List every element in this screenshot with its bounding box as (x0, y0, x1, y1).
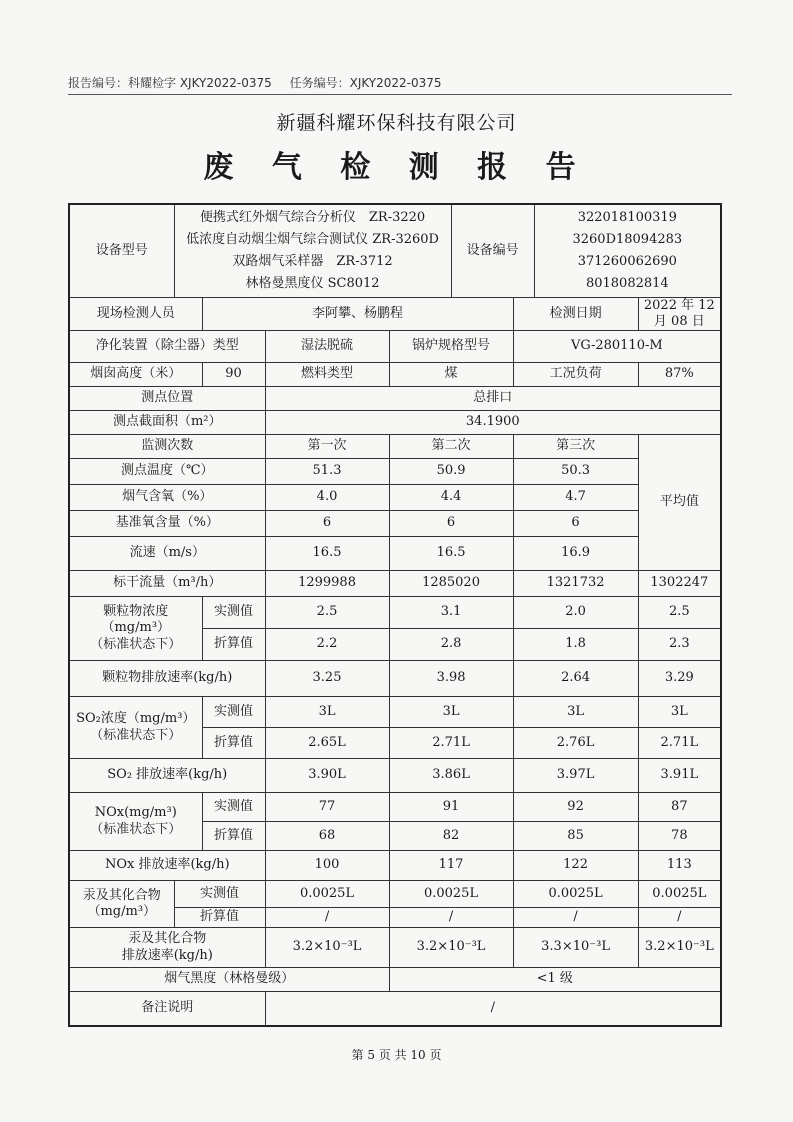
pm-measured-average: 2.5 (638, 597, 721, 629)
hg-rate-average: 3.2×10⁻³L (638, 928, 721, 968)
blackness-value: <1 级 (389, 968, 721, 992)
so2-rate-run-1: 3.90L (265, 759, 389, 793)
exhaust-gas-table (68, 203, 722, 1027)
header-rule (68, 94, 732, 95)
chimney-height-value: 90 (202, 363, 265, 387)
monitor-count-label: 监测次数 (69, 435, 265, 459)
nox-converted-run-3: 85 (513, 822, 638, 851)
run-3-header: 第三次 (513, 435, 638, 459)
hg-measured-run-1: 0.0025L (265, 881, 389, 908)
velocity-run-2: 16.5 (389, 537, 513, 571)
nox-measured-run-1: 77 (265, 793, 389, 822)
so2-rate-run-2: 3.86L (389, 759, 513, 793)
remarks-label: 备注说明 (69, 992, 265, 1026)
pm-measured-run-3: 2.0 (513, 597, 638, 629)
pm-rate-run-2: 3.98 (389, 661, 513, 697)
hg-measured-average: 0.0025L (638, 881, 721, 908)
hg-converted-label: 折算值 (174, 908, 265, 928)
so2-rate-average: 3.91L (638, 759, 721, 793)
device-model-1: 便携式红外烟气综合分析仪 ZR-3220 (199, 209, 426, 225)
oxygen-label: 烟气含氧（%） (69, 485, 265, 511)
velocity-label: 流速（m/s） (69, 537, 265, 571)
pm-rate-label: 颗粒物排放速率(kg/h) (69, 661, 265, 697)
pm-converted-run-3: 1.8 (513, 629, 638, 661)
flow-run-2: 1285020 (389, 571, 513, 597)
nox-converted-label: 折算值 (202, 822, 265, 851)
device-model-label: 设备型号 (69, 204, 174, 297)
hg-converted-average: / (638, 908, 721, 928)
fuel-type-label: 燃料类型 (265, 363, 389, 387)
device-model-list (174, 204, 451, 297)
load-label: 工况负荷 (513, 363, 638, 387)
report-header (68, 74, 456, 91)
hg-measured-run-2: 0.0025L (389, 881, 513, 908)
device-number-label: 设备编号 (451, 204, 534, 297)
pm-converted-run-2: 2.8 (389, 629, 513, 661)
device-model-3: 双路烟气采样器 ZR-3712 (232, 253, 393, 269)
nox-rate-run-1: 100 (265, 851, 389, 881)
oxygen-run-1: 4.0 (265, 485, 389, 511)
nox-converted-run-1: 68 (265, 822, 389, 851)
nox-measured-label: 实测值 (202, 793, 265, 822)
pm-converted-average: 2.3 (638, 629, 721, 661)
nox-rate-run-3: 122 (513, 851, 638, 881)
nox-rate-run-2: 117 (389, 851, 513, 881)
nox-measured-run-2: 91 (389, 793, 513, 822)
pm-rate-run-1: 3.25 (265, 661, 389, 697)
flow-run-3: 1321732 (513, 571, 638, 597)
oxygen-run-3: 4.7 (513, 485, 638, 511)
hg-label-line-1: 汞及其化合物 (82, 887, 161, 903)
date-label: 检测日期 (513, 297, 638, 331)
boiler-value: VG-280110-M (513, 331, 721, 363)
so2-rate-label: SO₂ 排放速率(kg/h) (69, 759, 265, 793)
hg-rate-label (69, 928, 265, 968)
hg-concentration-label (69, 881, 174, 928)
so2-converted-average: 2.71L (638, 728, 721, 759)
run-2-header: 第二次 (389, 435, 513, 459)
so2-label-line-2: （标准状态下） (90, 727, 182, 743)
device-number-3: 371260062690 (577, 253, 677, 269)
fuel-type-value: 煤 (389, 363, 513, 387)
oxygen-run-2: 4.4 (389, 485, 513, 511)
ref-oxygen-run-2: 6 (389, 511, 513, 537)
pm-label-line-2: （mg/m³） (101, 620, 171, 636)
so2-converted-run-1: 2.65L (265, 728, 389, 759)
temperature-run-3: 50.3 (513, 459, 638, 485)
date-value: 2022 年 12 月 08 日 (638, 297, 721, 331)
nox-converted-average: 78 (638, 822, 721, 851)
hg-rate-run-1: 3.2×10⁻³L (265, 928, 389, 968)
pm-label-line-1: 颗粒物浓度 (103, 604, 169, 620)
pm-measured-run-2: 3.1 (389, 597, 513, 629)
device-number-1: 322018100319 (577, 209, 677, 225)
velocity-run-1: 16.5 (265, 537, 389, 571)
so2-measured-run-2: 3L (389, 697, 513, 728)
purifier-value: 湿法脱硫 (265, 331, 389, 363)
ref-oxygen-run-1: 6 (265, 511, 389, 537)
flow-average: 1302247 (638, 571, 721, 597)
section-area-value: 34.1900 (265, 411, 721, 435)
so2-converted-run-3: 2.76L (513, 728, 638, 759)
nox-rate-label: NOx 排放速率(kg/h) (69, 851, 265, 881)
run-1-header: 第一次 (265, 435, 389, 459)
nox-measured-run-3: 92 (513, 793, 638, 822)
hg-converted-run-1: / (265, 908, 389, 928)
report-number: 报告编号：科耀检字 XJKY2022-0375 (68, 76, 272, 90)
so2-measured-average: 3L (638, 697, 721, 728)
device-model-4: 林格曼黑度仪 SC8012 (245, 275, 380, 291)
nox-rate-average: 113 (638, 851, 721, 881)
device-number-list (534, 204, 721, 297)
pm-rate-average: 3.29 (638, 661, 721, 697)
boiler-label: 锅炉规格型号 (389, 331, 513, 363)
temperature-label: 测点温度（℃） (69, 459, 265, 485)
nox-converted-run-2: 82 (389, 822, 513, 851)
hg-measured-run-3: 0.0025L (513, 881, 638, 908)
load-value: 87% (638, 363, 721, 387)
page-number: 第 5 页 共 10 页 (351, 1048, 442, 1062)
so2-converted-run-2: 2.71L (389, 728, 513, 759)
pm-converted-run-1: 2.2 (265, 629, 389, 661)
chimney-height-label: 烟囱高度（米） (69, 363, 202, 387)
report-title: 废 气 检 测 报 告 (203, 150, 590, 185)
device-number-4: 8018082814 (585, 275, 669, 291)
nox-label-line-2: （标准状态下） (90, 821, 182, 837)
pm-converted-label: 折算值 (202, 629, 265, 661)
so2-label-line-1: SO₂浓度（mg/m³） (76, 711, 196, 727)
hg-rate-label-line-2: 排放速率(kg/h) (121, 947, 213, 963)
hg-rate-run-2: 3.2×10⁻³L (389, 928, 513, 968)
velocity-run-3: 16.9 (513, 537, 638, 571)
device-number-2: 3260D18094283 (572, 231, 683, 247)
hg-label-line-2: （mg/m³） (87, 904, 157, 919)
so2-measured-run-3: 3L (513, 697, 638, 728)
flow-label: 标干流量（m³/h） (69, 571, 265, 597)
pm-concentration-label (69, 597, 202, 661)
ref-oxygen-label: 基准氧含量（%） (69, 511, 265, 537)
device-model-2: 低浓度自动烟尘烟气综合测试仪 ZR-3260D (186, 231, 439, 247)
hg-rate-label-line-1: 汞及其化合物 (128, 931, 207, 947)
flow-run-1: 1299988 (265, 571, 389, 597)
section-area-label: 测点截面积（m²） (69, 411, 265, 435)
purifier-label: 净化装置（除尘器）类型 (69, 331, 265, 363)
personnel-label: 现场检测人员 (69, 297, 202, 331)
ref-oxygen-run-3: 6 (513, 511, 638, 537)
task-number: 任务编号：XJKY2022-0375 (289, 76, 442, 90)
hg-converted-run-2: / (389, 908, 513, 928)
nox-measured-average: 87 (638, 793, 721, 822)
pm-measured-run-1: 2.5 (265, 597, 389, 629)
average-header: 平均值 (638, 435, 721, 571)
blackness-label: 烟气黑度（林格曼级） (69, 968, 389, 992)
so2-measured-label: 实测值 (202, 697, 265, 728)
measure-point-label: 测点位置 (69, 387, 265, 411)
temperature-run-2: 50.9 (389, 459, 513, 485)
hg-converted-run-3: / (513, 908, 638, 928)
so2-rate-run-3: 3.97L (513, 759, 638, 793)
temperature-run-1: 51.3 (265, 459, 389, 485)
company-name: 新疆科耀环保科技有限公司 (276, 112, 517, 134)
remarks-value: / (265, 992, 721, 1026)
hg-measured-label: 实测值 (174, 881, 265, 908)
pm-label-line-3: （标准状态下） (90, 636, 182, 652)
measure-point-value: 总排口 (265, 387, 721, 411)
so2-converted-label: 折算值 (202, 728, 265, 759)
pm-rate-run-3: 2.64 (513, 661, 638, 697)
personnel-value: 李阿攀、杨鹏程 (202, 297, 513, 331)
so2-concentration-label (69, 697, 202, 759)
nox-label-line-1: NOx(mg/m³) (94, 805, 177, 821)
so2-measured-run-1: 3L (265, 697, 389, 728)
hg-rate-run-3: 3.3×10⁻³L (513, 928, 638, 968)
pm-measured-label: 实测值 (202, 597, 265, 629)
nox-concentration-label (69, 793, 202, 851)
